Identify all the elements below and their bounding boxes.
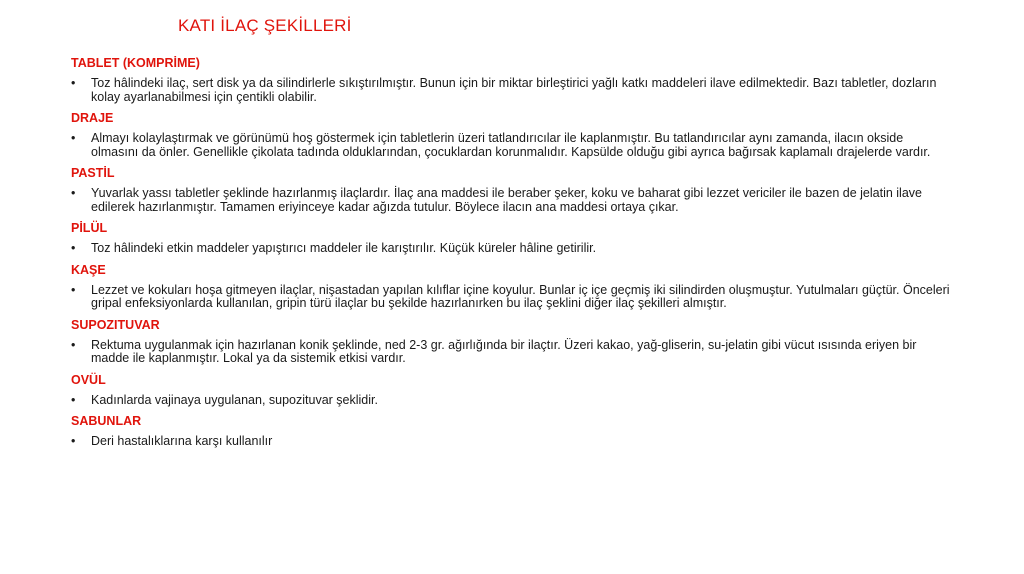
bullet-text: Toz hâlindeki ilaç, sert disk ya da silindirlerle sıkıştırılmıştır. Bunun için bir miktar birleştirici yağlı katkı maddeleri ilave edilmektedir. Bazı tabletler, dozların kolay ayarlanabilmesi için çentikli olabilir. <box>91 76 937 104</box>
bullet-icon: • <box>71 282 76 297</box>
bullet-icon: • <box>71 186 76 200</box>
section-sabunlar <box>71 414 951 449</box>
bullet-icon: • <box>71 241 76 255</box>
bullet-icon: • <box>71 76 76 90</box>
bullet-text: Almayı kolaylaştırmak ve görünümü hoş göstermek için tabletlerin üzeri tatlandırıcılar ile kaplanmıştır. Bu tatlandırıcılar aynı zamanda, ilacın okside olmasını da önler. Genellikle çikolata tadında olduklarından, çocuklardan korunmalıdır. Kapsülde olduğu gibi ayrıca bağırsak kaplamalı drajelerde vardır. <box>91 131 931 159</box>
bullet-item <box>71 394 951 408</box>
bullet-item <box>71 77 951 104</box>
bullet-text: Kadınlarda vajinaya uygulanan, supozituvar şeklidir. <box>91 392 378 407</box>
bullet-item <box>71 284 951 311</box>
bullet-icon: • <box>71 434 76 448</box>
bullet-item <box>71 242 951 256</box>
section-draje <box>71 111 951 159</box>
bullet-item <box>71 187 951 214</box>
section-heading: PİLÜL <box>71 221 108 235</box>
bullet-item <box>71 339 951 366</box>
bullet-icon: • <box>71 392 76 407</box>
bullet-text: Yuvarlak yassı tabletler şeklinde hazırlanmış ilaçlardır. İlaç ana maddesi ile beraber şeker, koku ve baharat gibi lezzet vericiler ile bazen de jelatin ilave edilerek hazırlanmıştır. Tamamen eriyinceye kadar ağızda tutulur. Böylece ilacın ana maddesi ortaya çıkar. <box>91 186 922 214</box>
bullet-icon: • <box>71 337 76 352</box>
bullet-icon: • <box>71 131 76 145</box>
section-heading: SUPOZITUVAR <box>71 317 160 332</box>
section-pastil <box>71 166 951 214</box>
bullet-text: Deri hastalıklarına karşı kullanılır <box>91 434 273 448</box>
section-heading: PASTİL <box>71 166 115 180</box>
section-pilul <box>71 221 951 256</box>
bullet-text: Lezzet ve kokuları hoşa gitmeyen ilaçlar, nişastadan yapılan kılıflar içine koyulur. Bunlar iç içe geçmiş iki silindirden oluşmuştur. Yutulmaları güçtür. Önceleri gripal enfeksiyonlarda kullanılan, gripin türü ilaçlar bu şekilde hazırlanırken bu ilaç şeklini diğer ilaç şekilleri almıştır. <box>91 282 950 310</box>
section-heading: KAŞE <box>71 262 106 277</box>
bullet-text: Rektuma uygulanmak için hazırlanan konik şeklinde, ned 2-3 gr. ağırlığında bir ilaçtır. Üzeri kakao, yağ-gliserin, su-jelatin gibi vücut ısısında eriyen bir madde ile kaplanmıştır. Lokal ya da sistemik etkisi vardır. <box>91 337 917 365</box>
section-kase <box>71 263 951 311</box>
section-heading: DRAJE <box>71 111 114 125</box>
bullet-item <box>71 435 951 449</box>
section-heading: SABUNLAR <box>71 414 142 428</box>
section-ovul <box>71 373 951 408</box>
slide-content <box>71 56 951 456</box>
bullet-text: Toz hâlindeki etkin maddeler yapıştırıcı maddeler ile karıştırılır. Küçük küreler hâline getirilir. <box>91 241 597 255</box>
section-heading: OVÜL <box>71 372 106 387</box>
section-heading: TABLET (KOMPRİME) <box>71 56 200 70</box>
section-tablet <box>71 56 951 104</box>
section-supozituvar <box>71 318 951 366</box>
slide-title: KATI İLAÇ ŞEKİLLERİ <box>178 16 352 35</box>
bullet-item <box>71 132 951 159</box>
